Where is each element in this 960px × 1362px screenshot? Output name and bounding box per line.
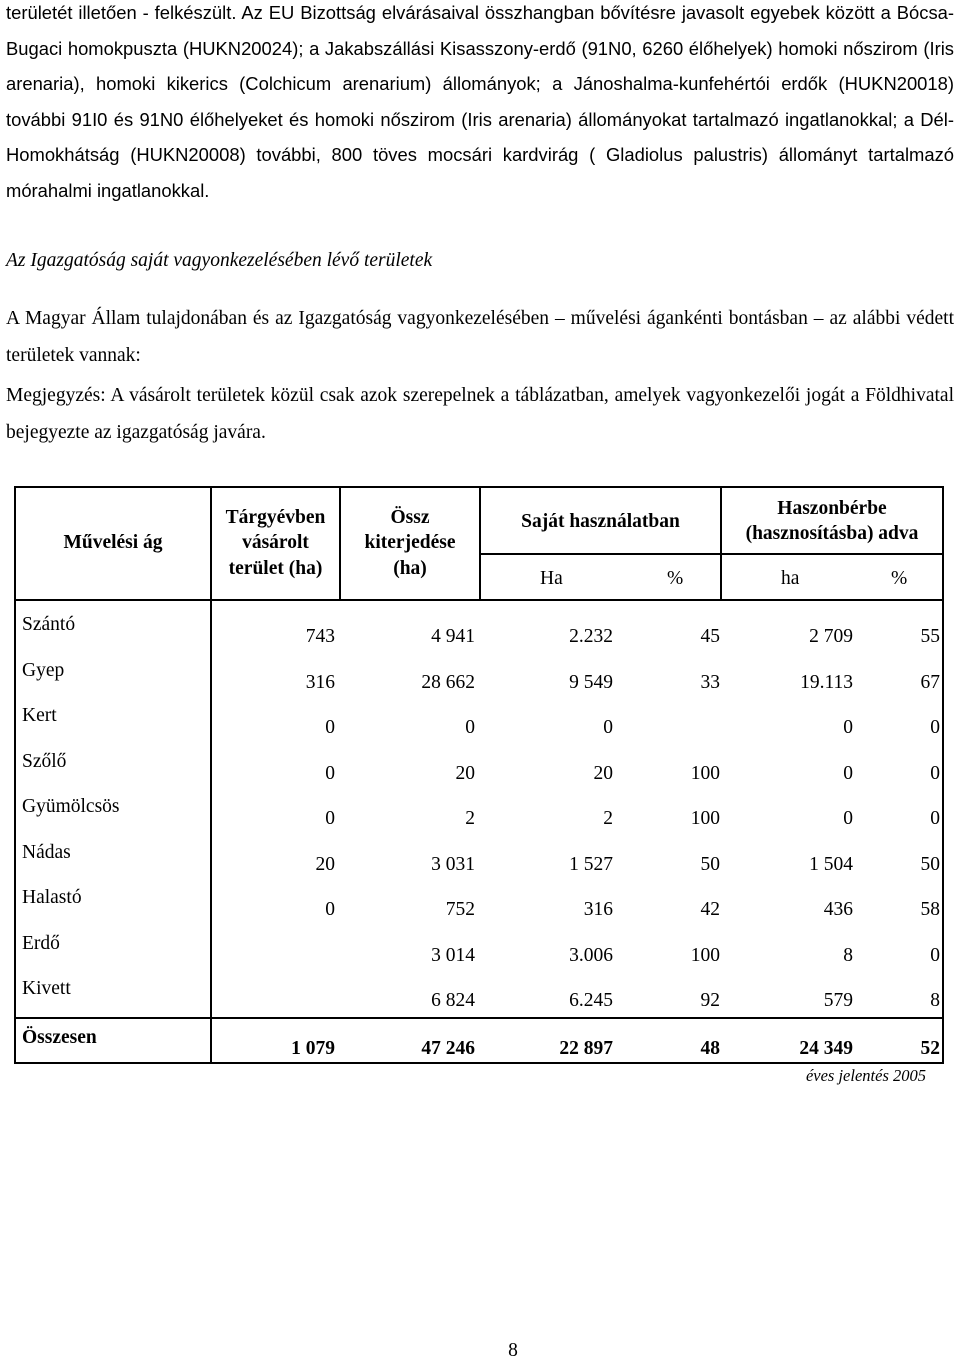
- table-divider-col2: [339, 486, 341, 601]
- table-cell-value: 8: [843, 944, 853, 966]
- table-cell-value: 3 014: [431, 944, 475, 966]
- table-cell-value: 20: [593, 762, 613, 784]
- table-cell-value: 33: [700, 671, 720, 693]
- table-row-label: Szőlő: [22, 750, 67, 772]
- table-total-value: 1 079: [291, 1038, 335, 1059]
- table-cell-value: 45: [700, 626, 720, 647]
- table-row-label: Nádas: [22, 841, 71, 863]
- subheader-ha-2: ha: [781, 568, 800, 589]
- table-cell-value: 6.245: [569, 990, 613, 1011]
- table-cell-value: 0: [465, 717, 475, 738]
- table-cell-value: 0: [325, 717, 335, 738]
- table-cell-value: 1 527: [569, 853, 613, 875]
- table-cell-value: 55: [920, 626, 940, 647]
- table-border-left: [14, 486, 16, 1064]
- table-cell-value: 743: [305, 626, 335, 647]
- header-muvelesi-ag: Művelési ág: [63, 532, 163, 553]
- table-divider-subheader: [479, 553, 944, 555]
- table-total-value: 48: [700, 1038, 720, 1059]
- subheader-ha: Ha: [540, 568, 563, 589]
- table-total-value: 47 246: [421, 1038, 475, 1059]
- table-cell-value: 50: [700, 853, 720, 875]
- table-total-value: 52: [920, 1038, 940, 1059]
- header-targyevben-line2: vásárolt: [242, 532, 309, 553]
- table-cell-value: 0: [930, 717, 940, 738]
- subheader-percent-1: %: [667, 568, 684, 589]
- table-cell-value: 1 504: [809, 853, 853, 875]
- table-cell-value: 42: [700, 899, 720, 920]
- table-cell-value: 2.232: [569, 626, 613, 647]
- table-row-label: Gyep: [22, 659, 65, 681]
- table-cell-value: 579: [823, 990, 853, 1011]
- table-divider-col1: [210, 486, 212, 1064]
- subheader-percent-2: %: [891, 568, 908, 589]
- table-divider-col4: [720, 486, 722, 601]
- table-cell-value: 316: [305, 671, 335, 693]
- table-cell-value: 50: [920, 853, 940, 875]
- header-haszonberbe-line1: Haszonbérbe: [777, 498, 887, 519]
- table-cell-value: 0: [930, 944, 940, 966]
- paragraph-intro: területét illetően - felkészült. Az EU Bizottság elvárásaival összhangban bővítésre javasolt egyebek között a Bócsa-Bugaci homokpuszta (HUKN20024); a Jakabszállási Kisasszony-erdő (91N0, 6260 élőhelyek) homoki nőszirom (Iris arenaria), homoki kikerics (Colchicum arenarium) állományok; a Jánoshalma-kunfehértói erdők (HUKN20018) további 91I0 és 91N0 élőhelyeket és homoki nőszirom (Iris arenaria) állományokat tartalmazó ingatlanokkal; a Dél-Homokhátság (HUKN20008) további, 800 töves mocsári kardvirág ( Gladiolus palustris) állományt tartalmazó mórahalmi ingatlanokkal.: [6, 2, 954, 201]
- table-cell-value: 3.006: [569, 944, 613, 966]
- table-cell-value: 2: [603, 808, 613, 829]
- table-cell-value: 0: [930, 762, 940, 784]
- table-cell-value: 6 824: [431, 990, 475, 1011]
- table-cell-value: 58: [920, 899, 940, 920]
- table-border-total-top: [14, 1017, 944, 1019]
- table-cell-value: 92: [700, 990, 720, 1011]
- table-cell-value: 20: [315, 853, 335, 875]
- table-cell-value: 0: [843, 717, 853, 738]
- table-source-note: éves jelentés 2005: [805, 1066, 926, 1085]
- table-total-label: Összesen: [22, 1027, 97, 1048]
- table-row-label: Erdő: [22, 932, 60, 954]
- table-row-label: Kivett: [22, 978, 71, 999]
- table-cell-value: 436: [823, 899, 853, 920]
- table-cell-value: 0: [603, 717, 613, 738]
- table-row-label: Szántó: [22, 614, 76, 635]
- table-cell-value: 0: [325, 762, 335, 784]
- table-cell-value: 100: [690, 762, 720, 784]
- table-border-top: [14, 486, 944, 488]
- table-cell-value: 0: [843, 762, 853, 784]
- header-targyevben-line1: Tárgyévben: [225, 507, 326, 528]
- header-ossz-line3: (ha): [393, 558, 427, 579]
- table-cell-value: 28 662: [421, 671, 475, 693]
- table-total-value: 24 349: [799, 1038, 853, 1059]
- header-ossz-line1: Össz: [390, 507, 430, 528]
- header-ossz-line2: kiterjedése: [364, 532, 456, 553]
- table-border-header-bottom: [14, 599, 944, 601]
- header-haszonberbe-line2: (hasznosításba) adva: [745, 523, 919, 544]
- table-cell-value: 19.113: [800, 671, 853, 693]
- table-cell-value: 0: [930, 808, 940, 829]
- section-heading: Az Igazgatóság saját vagyonkezelésében lévő területek: [6, 250, 433, 271]
- table-row-label: Halastó: [22, 887, 82, 908]
- table-cell-value: 8: [930, 990, 940, 1011]
- paragraph-note: Megjegyzés: A vásárolt területek közül csak azok szerepelnek a táblázatban, amelyek vagyonkezelői jogát a Földhivatal bejegyezte az igazgatóság javára.: [6, 385, 954, 443]
- table-cell-value: 2: [465, 808, 475, 829]
- table-cell-value: 316: [583, 899, 613, 920]
- table-cell-value: 9 549: [569, 671, 613, 693]
- table-cell-value: 0: [325, 899, 335, 920]
- table-cell-value: 67: [920, 671, 940, 693]
- table-cell-value: 0: [843, 808, 853, 829]
- table-cell-value: 100: [690, 808, 720, 829]
- table-cell-value: 752: [445, 899, 475, 920]
- table-border-bottom: [14, 1062, 944, 1064]
- table-cell-value: 20: [455, 762, 475, 784]
- header-targyevben-line3: terület (ha): [228, 558, 323, 579]
- table-cell-value: 2 709: [809, 626, 853, 647]
- table-divider-col3: [479, 486, 481, 601]
- table-cell-value: 0: [325, 808, 335, 829]
- table-row-label: Kert: [22, 705, 57, 726]
- table-cell-value: 3 031: [431, 853, 475, 875]
- header-sajat-hasznalat: Saját használatban: [521, 511, 680, 532]
- page-number: 8: [508, 1340, 518, 1361]
- table-total-value: 22 897: [559, 1038, 613, 1059]
- table-cell-value: 4 941: [431, 626, 475, 647]
- table-row-label: Gyümölcsös: [22, 796, 120, 817]
- table-cell-value: 100: [690, 944, 720, 966]
- table-border-right: [942, 486, 944, 1064]
- paragraph-description: A Magyar Állam tulajdonában és az Igazgatóság vagyonkezelésében – művelési ágankénti bontásban – az alábbi védett területek vannak:: [6, 308, 954, 366]
